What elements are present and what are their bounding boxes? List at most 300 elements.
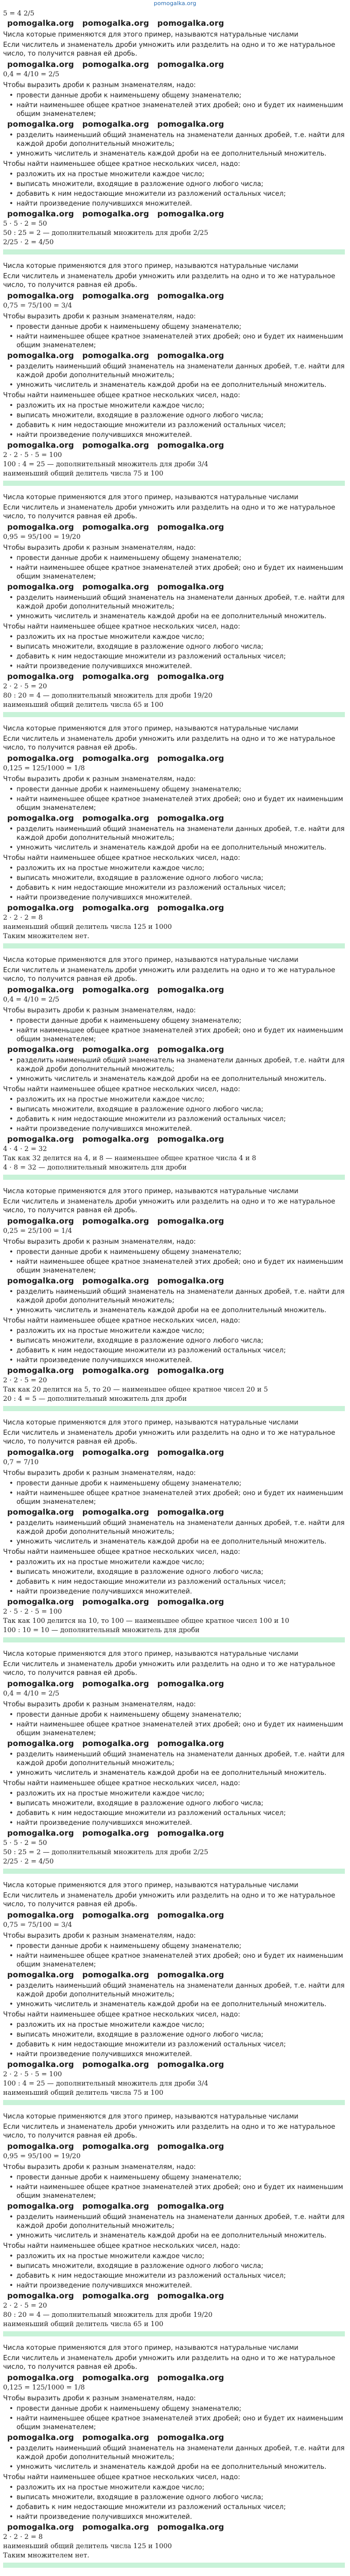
lcm-line: 4 · 4 · 2 = 32 bbox=[3, 1145, 47, 1153]
rule-text: Числа которые применяются для этого пример, называются натуральные числами bbox=[3, 1188, 299, 1195]
section-divider bbox=[3, 2563, 345, 2568]
watermark-row bbox=[3, 2060, 345, 2070]
watermark-logo: pomogalka.org bbox=[82, 985, 149, 994]
step-item: • провести данные дроби к наименьшему общему знаменателю; bbox=[3, 1942, 345, 1951]
step-item: • провести данные дроби к наименьшему общему знаменателю; bbox=[3, 1710, 345, 1719]
lcm-step-item: • найти произведение получившихся множителей. bbox=[3, 1819, 345, 1827]
lcm-text: 100 : 4 = 25 — дополнительный множитель для дроби 3/4 bbox=[3, 2080, 208, 2088]
watermark-row bbox=[3, 582, 345, 592]
watermark-logo: pomogalka.org bbox=[157, 814, 224, 823]
watermark-logo: pomogalka.org bbox=[82, 1739, 149, 1748]
decimal-expression: 0,75 = 75/100 = 3/4 bbox=[3, 1921, 72, 1929]
result-line: 20 : 4 = 5 — дополнительный множитель для дроби bbox=[3, 1395, 187, 1403]
step-item: • провести данные дроби к наименьшему общему знаменателю; bbox=[3, 2404, 345, 2413]
step-item: • умножить числитель и знаменатель каждой дроби на ее дополнительный множитель. bbox=[3, 1075, 345, 1083]
step-item: • найти наименьшее общее кратное знаменателей этих дробей; оно и будет их наименьшим общим знаменателем; bbox=[3, 1720, 345, 1738]
lcm-line: 5 · 5 · 2 = 50 bbox=[3, 220, 47, 228]
watermark-logo: pomogalka.org bbox=[157, 1828, 224, 1838]
result-line: наименьший общий делитель числа 65 и 100 bbox=[3, 2320, 164, 2328]
lcm-title: Чтобы найти наименьшее общее кратное нескольких чисел, надо: bbox=[3, 2473, 240, 2481]
watermark-logo: pomogalka.org bbox=[7, 351, 74, 360]
watermark-logo: pomogalka.org bbox=[82, 1597, 149, 1606]
watermark-row bbox=[3, 2201, 345, 2212]
watermark-logo: pomogalka.org bbox=[157, 291, 224, 300]
lcm-step-item: • найти произведение получившихся множителей. bbox=[3, 662, 345, 671]
watermark-logo: pomogalka.org bbox=[7, 440, 74, 450]
rule-text: Числа которые применяются для этого пример, называются натуральные числами bbox=[3, 262, 299, 270]
lcm-step-item: • выписать множители, входящие в разложение одного любого числа; bbox=[3, 411, 345, 420]
watermark-logo: pomogalka.org bbox=[82, 1216, 149, 1226]
lcm-step-item: • добавить к ним недостающие множители из разложений остальных чисел; bbox=[3, 2040, 345, 2049]
lcm-step-item: • выписать множители, входящие в разложение одного любого числа; bbox=[3, 1336, 345, 1345]
step-item: • умножить числитель и знаменатель каждой дроби на ее дополнительный множитель. bbox=[3, 612, 345, 621]
watermark-logo: pomogalka.org bbox=[7, 19, 74, 28]
watermark-logo: pomogalka.org bbox=[157, 2373, 224, 2382]
step-item: • разделить наименьший общий знаменатель на знаменатели данных дробей, т.е. найти для каждой дроби дополнительный множитель; bbox=[3, 825, 345, 842]
lcm-text: 100 : 4 = 25 — дополнительный множитель для дроби 3/4 bbox=[3, 461, 208, 468]
lcm-step-item: • найти произведение получившихся множителей. bbox=[3, 431, 345, 439]
rule-text: Числа которые применяются для этого пример, называются натуральные числами bbox=[3, 956, 299, 964]
watermark-logo: pomogalka.org bbox=[157, 440, 224, 450]
watermark-logo: pomogalka.org bbox=[157, 1739, 224, 1748]
watermark-row bbox=[3, 1507, 345, 1518]
watermark-logo: pomogalka.org bbox=[157, 754, 224, 763]
watermark-logo: pomogalka.org bbox=[157, 1597, 224, 1606]
watermark-logo: pomogalka.org bbox=[7, 1970, 74, 1979]
watermark-logo: pomogalka.org bbox=[7, 2201, 74, 2211]
watermark-logo: pomogalka.org bbox=[82, 1045, 149, 1054]
rule-text-2: Если числитель и знаменатель дроби умножить или разделить на одно и то же натуральное число, то получится равная ей дробь. bbox=[3, 2354, 336, 2371]
watermark-logo: pomogalka.org bbox=[82, 1366, 149, 1375]
watermark-logo: pomogalka.org bbox=[157, 1045, 224, 1054]
steps-title: Чтобы выразить дроби к разным знаменателям, надо: bbox=[3, 1238, 196, 1246]
step-item: • разделить наименьший общий знаменатель на знаменатели данных дробей, т.е. найти для каждой дроби дополнительный множитель; bbox=[3, 594, 345, 611]
watermark-logo: pomogalka.org bbox=[157, 903, 224, 912]
watermark-logo: pomogalka.org bbox=[157, 522, 224, 532]
watermark-logo: pomogalka.org bbox=[7, 903, 74, 912]
watermark-row bbox=[3, 1448, 345, 1458]
watermark-logo: pomogalka.org bbox=[157, 1134, 224, 1144]
watermark-logo: pomogalka.org bbox=[7, 985, 74, 994]
watermark-logo: pomogalka.org bbox=[7, 2433, 74, 2442]
steps-title: Чтобы выразить дроби к разным знаменателям, надо: bbox=[3, 2395, 196, 2402]
lcm-step-item: • разложить их на простые множители каждое число; bbox=[3, 170, 345, 179]
steps-title: Чтобы выразить дроби к разным знаменателям, надо: bbox=[3, 1469, 196, 1477]
watermark-row bbox=[3, 440, 345, 451]
result-line: наименьший общий делитель числа 75 и 100 bbox=[3, 2089, 164, 2097]
watermark-logo: pomogalka.org bbox=[82, 351, 149, 360]
step-item: • разделить наименьший общий знаменатель на знаменатели данных дробей, т.е. найти для каждой дроби дополнительный множитель; bbox=[3, 2444, 345, 2462]
watermark-row bbox=[3, 985, 345, 995]
lcm-title: Чтобы найти наименьшее общее кратное нескольких чисел, надо: bbox=[3, 160, 240, 168]
solution-section bbox=[3, 262, 345, 486]
section-divider bbox=[3, 481, 345, 486]
lcm-step-item: • разложить их на простые множители каждое число; bbox=[3, 2021, 345, 2029]
lcm-text: наименьший общий делитель числа 125 и 1000 bbox=[3, 923, 172, 931]
solution-section bbox=[3, 493, 345, 717]
lcm-line: 2 · 2 · 5 = 20 bbox=[3, 2302, 47, 2310]
lcm-step-item: • добавить к ним недостающие множители из разложений остальных чисел; bbox=[3, 1578, 345, 1586]
solution-section bbox=[3, 1187, 345, 1411]
watermark-logo: pomogalka.org bbox=[157, 19, 224, 28]
watermark-logo: pomogalka.org bbox=[82, 1910, 149, 1920]
watermark-logo: pomogalka.org bbox=[82, 1970, 149, 1979]
lcm-text: 50 : 25 = 2 — дополнительный множитель для дроби 2/25 bbox=[3, 1849, 208, 1856]
step-item: • разделить наименьший общий знаменатель на знаменатели данных дробей, т.е. найти для каждой дроби дополнительный множитель; bbox=[3, 1056, 345, 1074]
solution-section bbox=[3, 1881, 345, 2105]
solution-section bbox=[3, 2112, 345, 2336]
step-item: • умножить числитель и знаменатель каждой дроби на ее дополнительный множитель. bbox=[3, 2463, 345, 2471]
watermark-logo: pomogalka.org bbox=[82, 291, 149, 300]
step-item: • умножить числитель и знаменатель каждой дроби на ее дополнительный множитель. bbox=[3, 1769, 345, 1777]
step-item: • найти наименьшее общее кратное знаменателей этих дробей; оно и будет их наименьшим общим знаменателем; bbox=[3, 2414, 345, 2432]
watermark-logo: pomogalka.org bbox=[82, 672, 149, 681]
watermark-row bbox=[3, 60, 345, 70]
decimal-expression: 0,125 = 125/1000 = 1/8 bbox=[3, 765, 85, 772]
watermark-logo: pomogalka.org bbox=[82, 1507, 149, 1517]
step-item: • найти наименьшее общее кратное знаменателей этих дробей; оно и будет их наименьшим общим знаменателем; bbox=[3, 1258, 345, 1275]
lcm-step-item: • выписать множители, входящие в разложение одного любого числа; bbox=[3, 642, 345, 651]
section-divider bbox=[3, 943, 345, 948]
rule-text-2: Если числитель и знаменатель дроби умножить или разделить на одно и то же натуральное число, то получится равная ей дробь. bbox=[3, 967, 336, 983]
watermark-logo: pomogalka.org bbox=[7, 582, 74, 591]
section-divider bbox=[3, 249, 345, 255]
rule-text-2: Если числитель и знаменатель дроби умножить или разделить на одно и то же натуральное число, то получится равная ей дробь. bbox=[3, 1892, 336, 1908]
watermark-logo: pomogalka.org bbox=[82, 2522, 149, 2532]
step-item: • найти наименьшее общее кратное знаменателей этих дробей; оно и будет их наименьшим общим знаменателем; bbox=[3, 564, 345, 581]
step-item: • найти наименьшее общее кратное знаменателей этих дробей; оно и будет их наименьшим общим знаменателем; bbox=[3, 1489, 345, 1506]
steps-title: Чтобы выразить дроби к разным знаменателям, надо: bbox=[3, 1932, 196, 1940]
watermark-row bbox=[3, 2142, 345, 2152]
solution-section bbox=[3, 2344, 345, 2568]
watermark-logo: pomogalka.org bbox=[157, 1910, 224, 1920]
watermark-logo: pomogalka.org bbox=[7, 1366, 74, 1375]
section-divider bbox=[3, 712, 345, 717]
watermark-row bbox=[3, 1216, 345, 1227]
step-item: • найти наименьшее общее кратное знаменателей этих дробей; оно и будет их наименьшим общим знаменателем; bbox=[3, 332, 345, 350]
watermark-logo: pomogalka.org bbox=[82, 120, 149, 129]
step-item: • провести данные дроби к наименьшему общему знаменателю; bbox=[3, 554, 345, 563]
decimal-expression: 0,25 = 25/100 = 1/4 bbox=[3, 1227, 72, 1235]
rule-text-2: Если числитель и знаменатель дроби умножить или разделить на одно и то же натуральное число, то получится равная ей дробь. bbox=[3, 504, 336, 520]
watermark-logo: pomogalka.org bbox=[82, 522, 149, 532]
step-item: • провести данные дроби к наименьшему общему знаменателю; bbox=[3, 91, 345, 100]
watermark-logo: pomogalka.org bbox=[7, 209, 74, 218]
watermark-logo: pomogalka.org bbox=[157, 351, 224, 360]
steps-title: Чтобы выразить дроби к разным знаменателям, надо: bbox=[3, 313, 196, 320]
step-item: • разделить наименьший общий знаменатель на знаменатели данных дробей, т.е. найти для каждой дроби дополнительный множитель; bbox=[3, 1519, 345, 1536]
watermark-logo: pomogalka.org bbox=[157, 672, 224, 681]
watermark-logo: pomogalka.org bbox=[82, 1679, 149, 1688]
steps-title: Чтобы выразить дроби к разным знаменателям, надо: bbox=[3, 1007, 196, 1014]
rule-text: Числа которые применяются для этого пример, называются натуральные числами bbox=[3, 2344, 299, 2352]
rule-text: Числа которые применяются для этого пример, называются натуральные числами bbox=[3, 1419, 299, 1427]
decimal-expression: 0,75 = 75/100 = 3/4 bbox=[3, 302, 72, 310]
lcm-step-item: • добавить к ним недостающие множители из разложений остальных чисел; bbox=[3, 190, 345, 198]
lcm-step-item: • выписать множители, входящие в разложение одного любого числа; bbox=[3, 1568, 345, 1577]
watermark-logo: pomogalka.org bbox=[7, 291, 74, 300]
watermark-logo: pomogalka.org bbox=[157, 2291, 224, 2300]
watermark-logo: pomogalka.org bbox=[82, 903, 149, 912]
lcm-step-item: • разложить их на простые множители каждое число; bbox=[3, 2252, 345, 2261]
lcm-step-item: • найти произведение получившихся множителей. bbox=[3, 893, 345, 902]
step-item: • найти наименьшее общее кратное знаменателей этих дробей; оно и будет их наименьшим общим знаменателем; bbox=[3, 1952, 345, 1969]
watermark-logo: pomogalka.org bbox=[157, 60, 224, 69]
rule-text-2: Если числитель и знаменатель дроби умножить или разделить на одно и то же натуральное число, то получится равная ей дробь. bbox=[3, 735, 336, 752]
lcm-step-item: • добавить к ним недостающие множители из разложений остальных чисел; bbox=[3, 1115, 345, 1124]
lcm-title: Чтобы найти наименьшее общее кратное нескольких чисел, надо: bbox=[3, 1548, 240, 1556]
rule-text: Числа которые применяются для этого пример, называются натуральные числами bbox=[3, 2113, 299, 2121]
decimal-expression: 0,4 = 4/10 = 2/5 bbox=[3, 996, 60, 1004]
watermark-logo: pomogalka.org bbox=[157, 2522, 224, 2532]
watermark-row bbox=[3, 1739, 345, 1749]
lcm-title: Чтобы найти наименьшее общее кратное нескольких чисел, надо: bbox=[3, 1086, 240, 1093]
lcm-step-item: • добавить к ним недостающие множители из разложений остальных чисел; bbox=[3, 1346, 345, 1355]
watermark-row bbox=[3, 291, 345, 301]
decimal-expression: 0,7 = 7/10 bbox=[3, 1459, 39, 1466]
watermark-row bbox=[3, 2433, 345, 2443]
section-divider bbox=[3, 1637, 345, 1642]
watermark-logo: pomogalka.org bbox=[82, 440, 149, 450]
lcm-line: 2 · 2 · 2 = 8 bbox=[3, 2533, 43, 2541]
rule-text: Числа которые применяются для этого пример, называются натуральные числами bbox=[3, 1882, 299, 1889]
watermark-logo: pomogalka.org bbox=[7, 120, 74, 129]
lcm-text: 80 : 20 = 4 — дополнительный множитель для дроби 19/20 bbox=[3, 692, 213, 700]
site-header[interactable]: pomogalka.org bbox=[153, 0, 197, 7]
watermark-logo: pomogalka.org bbox=[7, 2522, 74, 2532]
result-line: 2/25 · 2 = 4/50 bbox=[3, 239, 54, 246]
watermark-logo: pomogalka.org bbox=[82, 814, 149, 823]
lcm-step-item: • добавить к ним недостающие множители из разложений остальных чисел; bbox=[3, 421, 345, 430]
watermark-logo: pomogalka.org bbox=[82, 1448, 149, 1457]
step-item: • разделить наименьший общий знаменатель на знаменатели данных дробей, т.е. найти для каждой дроби дополнительный множитель; bbox=[3, 1750, 345, 1768]
lcm-step-item: • выписать множители, входящие в разложение одного любого числа; bbox=[3, 1105, 345, 1114]
lcm-step-item: • разложить их на простые множители каждое число; bbox=[3, 2483, 345, 2492]
watermark-logo: pomogalka.org bbox=[157, 1507, 224, 1517]
solution-section bbox=[3, 724, 345, 948]
result-line: Таким множителем нет. bbox=[3, 2552, 90, 2560]
step-item: • умножить числитель и знаменатель каждой дроби на ее дополнительный множитель. bbox=[3, 381, 345, 389]
watermark-logo: pomogalka.org bbox=[7, 1910, 74, 1920]
lcm-step-item: • разложить их на простые множители каждое число; bbox=[3, 401, 345, 410]
lcm-line: 2 · 2 · 5 · 5 = 100 bbox=[3, 451, 62, 459]
lcm-line: 5 · 5 · 2 = 50 bbox=[3, 1839, 47, 1847]
watermark-logo: pomogalka.org bbox=[7, 1448, 74, 1457]
watermark-logo: pomogalka.org bbox=[7, 2142, 74, 2151]
watermark-logo: pomogalka.org bbox=[157, 1970, 224, 1979]
watermark-row bbox=[3, 2522, 345, 2533]
watermark-logo: pomogalka.org bbox=[157, 1679, 224, 1688]
watermark-row bbox=[3, 1910, 345, 1921]
watermark-logo: pomogalka.org bbox=[157, 209, 224, 218]
lcm-text: 80 : 20 = 4 — дополнительный множитель для дроби 19/20 bbox=[3, 2311, 213, 2319]
watermark-logo: pomogalka.org bbox=[157, 1366, 224, 1375]
lcm-step-item: • выписать множители, входящие в разложение одного любого числа; bbox=[3, 2262, 345, 2270]
step-item: • провести данные дроби к наименьшему общему знаменателю; bbox=[3, 1479, 345, 1488]
lcm-title: Чтобы найти наименьшее общее кратное нескольких чисел, надо: bbox=[3, 854, 240, 862]
watermark-logo: pomogalka.org bbox=[7, 814, 74, 823]
result-line: 4 · 8 = 32 — дополнительный множитель для дроби bbox=[3, 1164, 187, 1172]
step-item: • умножить числитель и знаменатель каждой дроби на ее дополнительный множитель. bbox=[3, 1537, 345, 1546]
rule-text: Числа которые применяются для этого пример, называются натуральные числами bbox=[3, 494, 299, 501]
steps-title: Чтобы выразить дроби к разным знаменателям, надо: bbox=[3, 2163, 196, 2171]
step-item: • провести данные дроби к наименьшему общему знаменателю; bbox=[3, 323, 345, 331]
watermark-row bbox=[3, 120, 345, 130]
result-line: 100 : 10 = 10 — дополнительный множитель для дроби bbox=[3, 1626, 200, 1634]
lcm-step-item: • найти произведение получившихся множителей. bbox=[3, 2281, 345, 2290]
rule-text-2: Если числитель и знаменатель дроби умножить или разделить на одно и то же натуральное число, то получится равная ей дробь. bbox=[3, 1198, 336, 1214]
watermark-logo: pomogalka.org bbox=[7, 2060, 74, 2069]
lcm-line: 2 · 5 · 2 · 5 = 100 bbox=[3, 1608, 62, 1616]
lcm-step-item: • добавить к ним недостающие множители из разложений остальных чисел; bbox=[3, 2272, 345, 2280]
watermark-logo: pomogalka.org bbox=[82, 2060, 149, 2069]
watermark-logo: pomogalka.org bbox=[82, 2201, 149, 2211]
watermark-logo: pomogalka.org bbox=[82, 60, 149, 69]
lcm-line: 2 · 2 · 5 = 20 bbox=[3, 1377, 47, 1384]
lcm-step-item: • добавить к ним недостающие множители из разложений остальных чисел; bbox=[3, 652, 345, 661]
watermark-logo: pomogalka.org bbox=[82, 1134, 149, 1144]
lcm-title: Чтобы найти наименьшее общее кратное нескольких чисел, надо: bbox=[3, 2242, 240, 2250]
rule-text-2: Если числитель и знаменатель дроби умножить или разделить на одно и то же натуральное число, то получится равная ей дробь. bbox=[3, 41, 336, 58]
section-divider bbox=[3, 1869, 345, 1874]
watermark-row bbox=[3, 672, 345, 682]
watermark-row bbox=[3, 814, 345, 824]
lcm-step-item: • разложить их на простые множители каждое число; bbox=[3, 864, 345, 873]
watermark-logo: pomogalka.org bbox=[7, 1134, 74, 1144]
watermark-logo: pomogalka.org bbox=[82, 1276, 149, 1285]
watermark-logo: pomogalka.org bbox=[7, 1507, 74, 1517]
watermark-logo: pomogalka.org bbox=[82, 2291, 149, 2300]
rule-text: Числа которые применяются для этого пример, называются натуральные числами bbox=[3, 725, 299, 733]
step-item: • провести данные дроби к наименьшему общему знаменателю; bbox=[3, 1016, 345, 1025]
watermark-logo: pomogalka.org bbox=[7, 2291, 74, 2300]
lcm-text: Так как 20 делится на 5, то 20 — наименьшее общее кратное чисел 20 и 5 bbox=[3, 1386, 268, 1394]
watermark-logo: pomogalka.org bbox=[7, 1276, 74, 1285]
solution-section bbox=[3, 30, 345, 255]
watermark-logo: pomogalka.org bbox=[7, 2373, 74, 2382]
lcm-step-item: • найти произведение получившихся множителей. bbox=[3, 1356, 345, 1365]
lcm-step-item: • выписать множители, входящие в разложение одного любого числа; bbox=[3, 2493, 345, 2502]
watermark-logo: pomogalka.org bbox=[157, 1448, 224, 1457]
lcm-step-item: • найти произведение получившихся множителей. bbox=[3, 2513, 345, 2521]
watermark-row bbox=[3, 1597, 345, 1607]
decimal-expression: 0,125 = 125/1000 = 1/8 bbox=[3, 2384, 85, 2392]
lcm-step-item: • добавить к ним недостающие множители из разложений остальных чисел; bbox=[3, 2503, 345, 2512]
lcm-text: наименьший общий делитель числа 125 и 1000 bbox=[3, 2543, 172, 2550]
step-item: • умножить числитель и знаменатель каждой дроби на ее дополнительный множитель. bbox=[3, 149, 345, 158]
watermark-logo: pomogalka.org bbox=[7, 60, 74, 69]
lcm-step-item: • найти произведение получившихся множителей. bbox=[3, 2050, 345, 2059]
rule-text-2: Если числитель и знаменатель дроби умножить или разделить на одно и то же натуральное число, то получится равная ей дробь. bbox=[3, 1660, 336, 1677]
step-item: • разделить наименьший общий знаменатель на знаменатели данных дробей, т.е. найти для каждой дроби дополнительный множитель; bbox=[3, 1287, 345, 1305]
lcm-step-item: • найти произведение получившихся множителей. bbox=[3, 1125, 345, 1133]
lcm-step-item: • выписать множители, входящие в разложение одного любого числа; bbox=[3, 2030, 345, 2039]
lcm-step-item: • найти произведение получившихся множителей. bbox=[3, 199, 345, 208]
lcm-step-item: • выписать множители, входящие в разложение одного любого числа; bbox=[3, 1799, 345, 1808]
lcm-step-item: • найти произведение получившихся множителей. bbox=[3, 1587, 345, 1596]
steps-title: Чтобы выразить дроби к разным знаменателям, надо: bbox=[3, 81, 196, 89]
watermark-logo: pomogalka.org bbox=[7, 1679, 74, 1688]
watermark-logo: pomogalka.org bbox=[7, 1828, 74, 1838]
section-divider bbox=[3, 1175, 345, 1180]
lcm-text: Так как 100 делится на 10, то 100 — наименьшее общее кратное чисел 100 и 10 bbox=[3, 1617, 289, 1625]
lcm-step-item: • разложить их на простые множители каждое число; bbox=[3, 1789, 345, 1798]
watermark-logo: pomogalka.org bbox=[82, 19, 149, 28]
watermark-row bbox=[3, 522, 345, 533]
watermark-logo: pomogalka.org bbox=[82, 1828, 149, 1838]
decimal-expression: 0,4 = 4/10 = 2/5 bbox=[3, 71, 60, 78]
watermark-logo: pomogalka.org bbox=[82, 582, 149, 591]
lcm-step-item: • разложить их на простые множители каждое число; bbox=[3, 1558, 345, 1567]
solution-section bbox=[3, 1418, 345, 1642]
step-item: • найти наименьшее общее кратное знаменателей этих дробей; оно и будет их наименьшим общим знаменателем; bbox=[3, 1026, 345, 1044]
lcm-step-item: • добавить к ним недостающие множители из разложений остальных чисел; bbox=[3, 884, 345, 892]
step-item: • умножить числитель и знаменатель каждой дроби на ее дополнительный множитель. bbox=[3, 2231, 345, 2240]
solution-section bbox=[3, 1650, 345, 1874]
watermark-logo: pomogalka.org bbox=[82, 754, 149, 763]
watermark-row bbox=[3, 1045, 345, 1055]
step-item: • провести данные дроби к наименьшему общему знаменателю; bbox=[3, 2173, 345, 2182]
lcm-step-item: • разложить их на простые множители каждое число; bbox=[3, 633, 345, 641]
watermark-logo: pomogalka.org bbox=[157, 2142, 224, 2151]
steps-title: Чтобы выразить дроби к разным знаменателям, надо: bbox=[3, 1701, 196, 1708]
watermark-row bbox=[3, 1970, 345, 1980]
watermark-logo: pomogalka.org bbox=[157, 2060, 224, 2069]
lcm-line: 2 · 2 · 2 = 8 bbox=[3, 914, 43, 922]
decimal-expression: 0,95 = 95/100 = 19/20 bbox=[3, 533, 81, 541]
step-item: • найти наименьшее общее кратное знаменателей этих дробей; оно и будет их наименьшим общим знаменателем; bbox=[3, 2183, 345, 2200]
watermark-row bbox=[3, 754, 345, 764]
lcm-step-item: • разложить их на простые множители каждое число; bbox=[3, 1327, 345, 1335]
step-item: • провести данные дроби к наименьшему общему знаменателю; bbox=[3, 1248, 345, 1257]
section-divider bbox=[3, 2100, 345, 2105]
lcm-text: 50 : 25 = 2 — дополнительный множитель для дроби 2/25 bbox=[3, 229, 208, 237]
watermark-logo: pomogalka.org bbox=[157, 120, 224, 129]
step-item: • умножить числитель и знаменатель каждой дроби на ее дополнительный множитель. bbox=[3, 1306, 345, 1315]
lcm-step-item: • выписать множители, входящие в разложение одного любого числа; bbox=[3, 874, 345, 883]
watermark-logo: pomogalka.org bbox=[7, 1739, 74, 1748]
watermark-row bbox=[3, 2291, 345, 2301]
lcm-line: 2 · 2 · 5 = 20 bbox=[3, 683, 47, 690]
lcm-title: Чтобы найти наименьшее общее кратное нескольких чисел, надо: bbox=[3, 1780, 240, 1787]
page-content bbox=[3, 9, 345, 2576]
rule-text: Числа которые применяются для этого пример, называются натуральные числами bbox=[3, 31, 299, 39]
watermark-logo: pomogalka.org bbox=[157, 2201, 224, 2211]
watermark-logo: pomogalka.org bbox=[7, 754, 74, 763]
step-item: • умножить числитель и знаменатель каждой дроби на ее дополнительный множитель. bbox=[3, 843, 345, 852]
watermark-logo: pomogalka.org bbox=[7, 1597, 74, 1606]
step-item: • найти наименьшее общее кратное знаменателей этих дробей; оно и будет их наименьшим общим знаменателем; bbox=[3, 101, 345, 118]
watermark-logo: pomogalka.org bbox=[157, 985, 224, 994]
step-item: • умножить числитель и знаменатель каждой дроби на ее дополнительный множитель. bbox=[3, 2000, 345, 2009]
watermark-row bbox=[3, 1366, 345, 1376]
intro-expression: 5 = 4 2/5 bbox=[3, 10, 34, 18]
result-line: наименьший общий делитель числа 75 и 100 bbox=[3, 470, 164, 478]
step-item: • разделить наименьший общий знаменатель на знаменатели данных дробей, т.е. найти для каждой дроби дополнительный множитель; bbox=[3, 1981, 345, 1999]
lcm-title: Чтобы найти наименьшее общее кратное нескольких чисел, надо: bbox=[3, 623, 240, 631]
result-line: 2/25 · 2 = 4/50 bbox=[3, 1858, 54, 1866]
watermark-logo: pomogalka.org bbox=[7, 522, 74, 532]
rule-text-2: Если числитель и знаменатель дроби умножить или разделить на одно и то же натуральное число, то получится равная ей дробь. bbox=[3, 1429, 336, 1446]
steps-title: Чтобы выразить дроби к разным знаменателям, надо: bbox=[3, 775, 196, 783]
watermark-logo: pomogalka.org bbox=[157, 1276, 224, 1285]
lcm-title: Чтобы найти наименьшее общее кратное нескольких чисел, надо: bbox=[3, 1317, 240, 1325]
watermark-logo: pomogalka.org bbox=[7, 1045, 74, 1054]
lcm-step-item: • разложить их на простые множители каждое число; bbox=[3, 1095, 345, 1104]
watermark-row bbox=[3, 1679, 345, 1689]
watermark-logo: pomogalka.org bbox=[157, 1216, 224, 1226]
watermark-row bbox=[3, 351, 345, 361]
